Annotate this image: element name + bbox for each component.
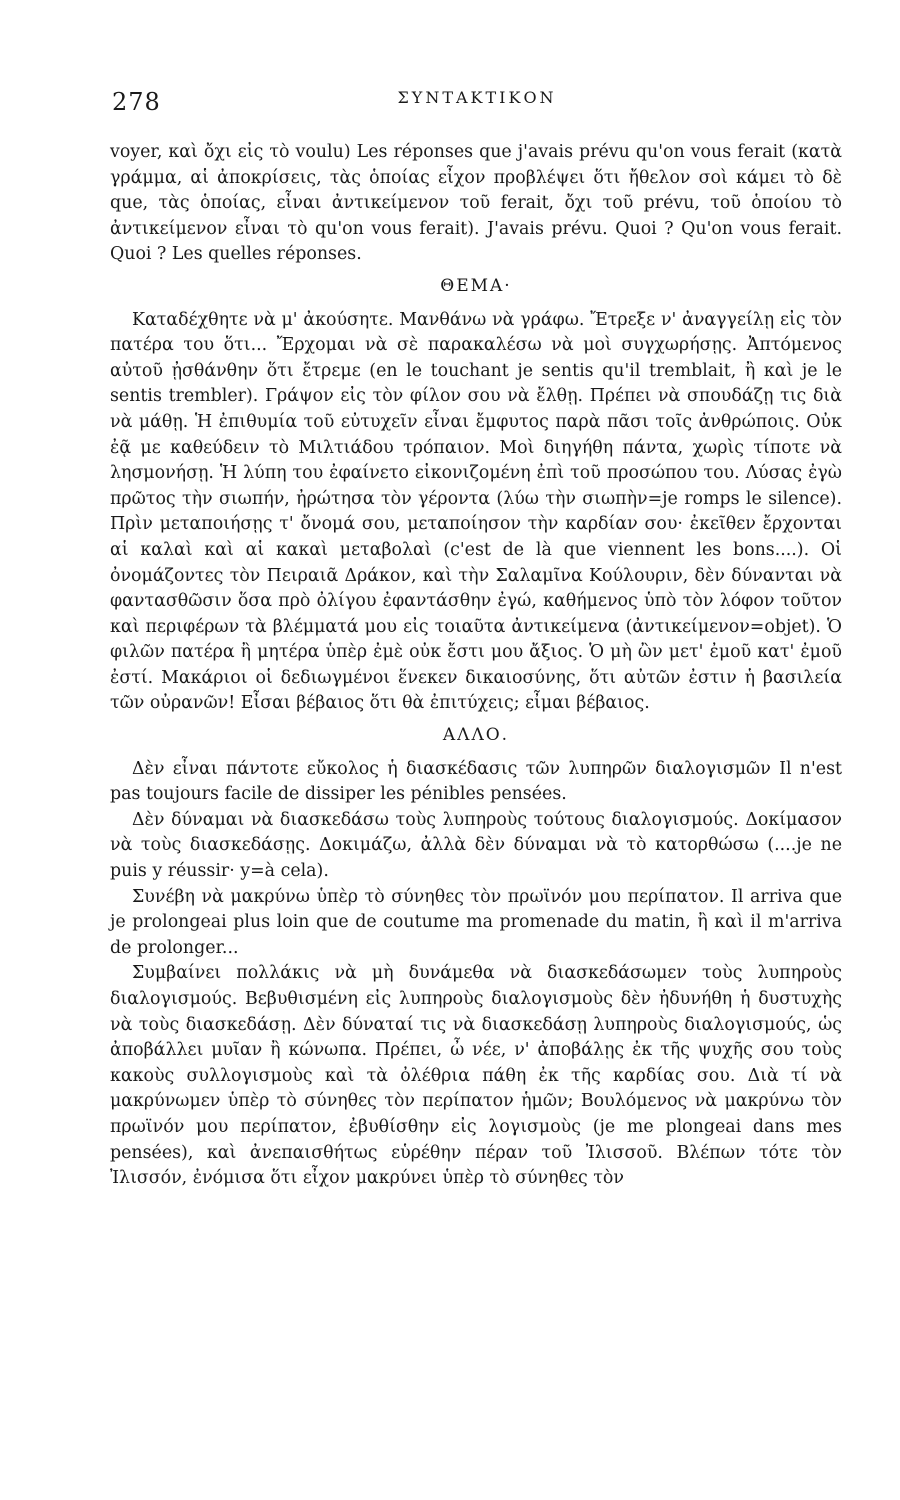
other-paragraph-4: Συμβαίνει πολλάκις νὰ μὴ δυνάμεθα νὰ διασκεδάσωμεν τοὺς λυπηροὺς διαλογισμούς. Βεβυθισμένη εἰς λυπηροὺς διαλογισμοὺς δὲν ἠδυνήθη ἡ δυστυχὴς νὰ τοὺς διασκεδάσῃ. Δὲν δύναταί τις νὰ διασκεδάσῃ λυπηροὺς διαλογισμούς, ὡς ἀποβάλλει μυῖαν ἢ κώνωπα. Πρέπει, ὦ νέε, ν' ἀποβάλῃς ἐκ τῆς ψυχῆς σου τοὺς κακοὺς συλλογισμοὺς καὶ τὰ ὀλέθρια πάθη ἐκ τῆς καρδίας σου. Διὰ τί νὰ μακρύνωμεν ὑπὲρ τὸ σύνηθες τὸν περίπατον ἡμῶν; Βουλόμενος νὰ μακρύνω τὸν πρωϊνόν μου περίπατον, ἐβυθίσθην εἰς λογισμοὺς (je me plongeai dans mes pensées), καὶ ἀνεπαισθήτως εὑρέθην πέραν τοῦ Ἰλισσοῦ. Βλέπων τότε τὸν Ἰλισσόν, ἐνόμισα ὅτι εἶχον μακρύνει ὑπὲρ τὸ σύνηθες τὸν — [110, 963, 842, 1189]
paragraph-continuation: voyer, καὶ ὄχι εἰς τὸ voulu) Les réponses que j'avais prévu qu'on vous ferait (κατὰ γράμμα, αἱ ἀποκρίσεις, τὰς ὁποίας εἶχον προβλέψει ὅτι ἤθελον σοὶ κάμει τὸ δὲ que, τὰς ὁποίας, εἶναι ἀντικείμενον τοῦ ferait, ὄχι τοῦ prévu, τοῦ ὁποίου τὸ ἀντικείμενον εἶναι τὸ qu'on vous ferait). J'avais prévu. Quoi ? Qu'on vous ferait. Quoi ? Les quelles réponses. — [110, 142, 842, 265]
page-header — [112, 88, 842, 116]
other-paragraph-1: Δὲν εἶναι πάντοτε εὔκολος ἡ διασκέδασις τῶν λυπηρῶν διαλογισμῶν Il n'est pas toujours facile de dissiper les pénibles pensées. — [110, 758, 842, 805]
other-paragraph-3: Συνέβη νὰ μακρύνω ὑπὲρ τὸ σύνηθες τὸν πρωϊνόν μου περίπατον. Il arriva que je prolongeai plus loin que de coutume ma promenade du matin, ἢ καὶ il m'arriva de prolonger... — [110, 886, 842, 958]
theme-paragraph: Καταδέχθητε νὰ μ' ἀκούσητε. Μανθάνω νὰ γράφω. Ἔτρεξε ν' ἀναγγείλῃ εἰς τὸν πατέρα του ὅτι... Ἔρχομαι νὰ σὲ παρακαλέσω νὰ μοὶ συγχωρήσῃς. Ἀπτόμενος αὐτοῦ ᾐσθάνθην ὅτι ἔτρεμε (en le touchant je sentis qu'il tremblait, ἢ καὶ je le sentis trembler). Γράψον εἰς τὸν φίλον σου νὰ ἔλθῃ. Πρέπει νὰ σπουδάζῃ τις διὰ νὰ μάθῃ. Ἡ ἐπιθυμία τοῦ εὐτυχεῖν εἶναι ἔμφυτος παρὰ πᾶσι τοῖς ἀνθρώποις. Οὐκ ἐᾷ με καθεύδειν τὸ Μιλτιάδου τρόπαιον. Μοὶ διηγήθη πάντα, χωρὶς τίποτε νὰ λησμονήσῃ. Ἡ λύπη του ἐφαίνετο εἰκονιζομένη ἐπὶ τοῦ προσώπου του. Λύσας ἐγὼ πρῶτος τὴν σιωπήν, ἠρώτησα τὸν γέροντα (λύω τὴν σιωπὴν=je romps le silence). Πρὶν μεταποιήσῃς τ' ὄνομά σου, μεταποίησον τὴν καρδίαν σου· ἐκεῖθεν ἔρχονται αἱ καλαὶ καὶ αἱ κακαὶ μεταβολαὶ (c'est de là que viennent les bons....). Οἱ ὀνομάζοντες τὸν Πειραιᾶ Δράκον, καὶ τὴν Σαλαμῖνα Κούλουριν, δὲν δύνανται νὰ φαντασθῶσιν ὅσα πρὸ ὀλίγου ἐφαντάσθην ἐγώ, καθήμενος ὑπὸ τὸν λόφον τοῦτον καὶ περιφέρων τὰ βλέμματά μου εἰς τοιαῦτα ἀντικείμενα (ἀντικείμενον=objet). Ὁ φιλῶν πατέρα ἢ μητέρα ὑπὲρ ἐμὲ οὐκ ἔστι μου ἄξιος. Ὁ μὴ ὢν μετ' ἐμοῦ κατ' ἐμοῦ ἐστί. Μακάριοι οἱ δεδιωγμένοι ἕνεκεν δικαιοσύνης, ὅτι αὐτῶν ἐστιν ἡ βασιλεία τῶν οὐρανῶν! Εἶσαι βέβαιος ὅτι θὰ ἐπιτύχεις; εἶμαι βέβαιος. — [110, 309, 842, 714]
theme-heading: ΘΕΜΑ· — [440, 275, 512, 296]
running-head: ΣΥΝΤΑΚΤΙΚΟΝ — [397, 88, 557, 107]
other-paragraph-2: Δὲν δύναμαι νὰ διασκεδάσω τοὺς λυπηροὺς τούτους διαλογισμούς. Δοκίμασον νὰ τοὺς διασκεδάσῃς. Δοκιμάζω, ἀλλὰ δὲν δύναμαι νὰ τὸ κατορθώσω (....je ne puis y réussir· y=à cela). — [110, 809, 842, 882]
other-heading: ΑΛΛΟ. — [442, 725, 510, 746]
page-body — [110, 140, 842, 1192]
page-number: 278 — [112, 88, 161, 116]
